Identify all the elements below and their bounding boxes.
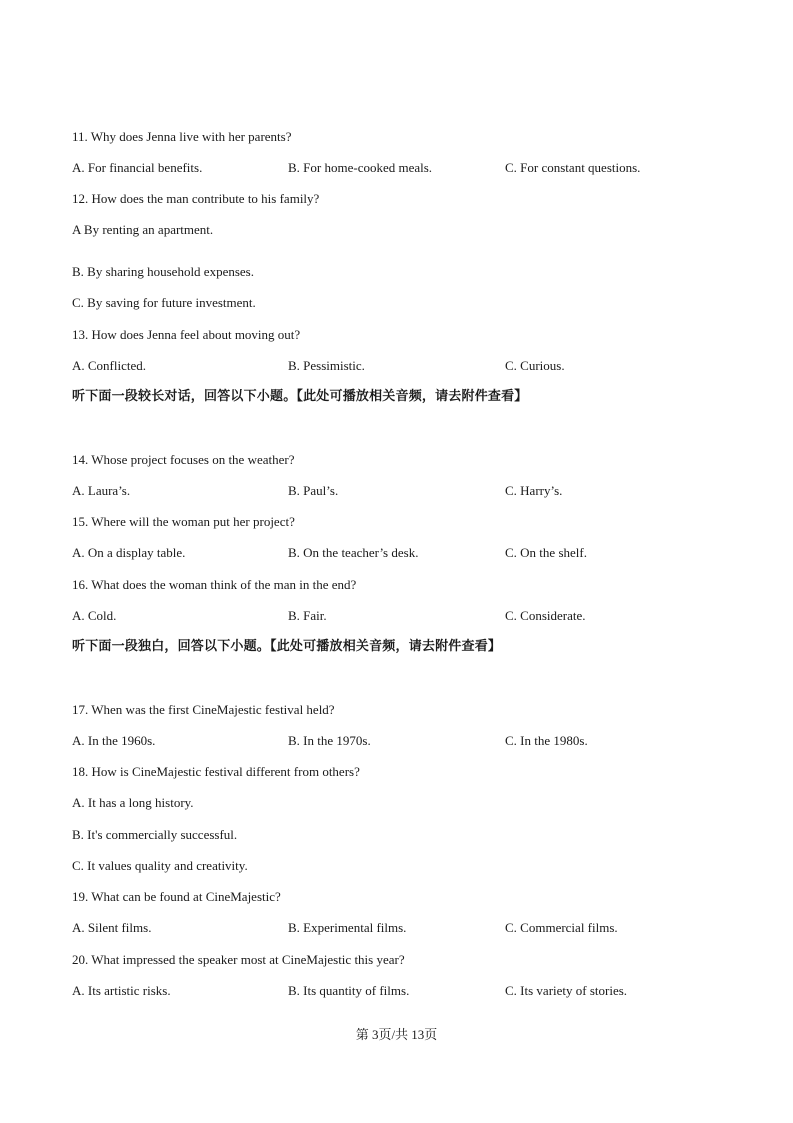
question-18: 18. How is CineMajestic festival different from others? (72, 764, 360, 779)
question-20: 20. What impressed the speaker most at CineMajestic this year? (72, 952, 405, 967)
q18-option-b: B. It's commercially successful. (72, 827, 238, 842)
q12-option-b: B. By sharing household expenses. (72, 264, 254, 279)
q11-option-c: C. For constant questions. (505, 160, 641, 175)
q11-option-b: B. For home-cooked meals. (288, 160, 433, 175)
q11-option-a: A. For financial benefits. (72, 160, 203, 175)
q18-option-a: A. It has a long history. (72, 795, 194, 810)
q13-option-b: B. Pessimistic. (288, 358, 365, 373)
q15-option-c: C. On the shelf. (505, 545, 587, 560)
question-19: 19. What can be found at CineMajestic? (72, 889, 281, 904)
q20-option-a: A. Its artistic risks. (72, 983, 171, 998)
question-12: 12. How does the man contribute to his family? (72, 191, 320, 206)
question-11: 11. Why does Jenna live with her parents? (72, 129, 292, 144)
q14-option-c: C. Harry’s. (505, 483, 563, 498)
q16-option-c: C. Considerate. (505, 608, 586, 623)
q16-option-a: A. Cold. (72, 608, 117, 623)
q14-option-b: B. Paul’s. (288, 483, 339, 498)
q15-option-a: A. On a display table. (72, 545, 186, 560)
q15-option-b: B. On the teacher’s desk. (288, 545, 419, 560)
monologue-instruction: 听下面一段独白，回答以下小题。【此处可播放相关音频，请去附件查看】 (72, 639, 502, 654)
q17-option-a: A. In the 1960s. (72, 733, 156, 748)
question-13: 13. How does Jenna feel about moving out? (72, 327, 301, 342)
page-number: 第 3页/共 13页 (355, 1027, 438, 1042)
question-16: 16. What does the woman think of the man in the end? (72, 577, 357, 592)
question-15: 15. Where will the woman put her project? (72, 514, 295, 529)
q19-option-b: B. Experimental films. (288, 920, 407, 935)
q13-option-a: A. Conflicted. (72, 358, 147, 373)
q17-option-b: B. In the 1970s. (288, 733, 371, 748)
q18-option-c: C. It values quality and creativity. (72, 858, 248, 873)
q13-option-c: C. Curious. (505, 358, 565, 373)
q12-option-a: A By renting an apartment. (72, 222, 214, 237)
dialogue-instruction: 听下面一段较长对话，回答以下小题。【此处可播放相关音频，请去附件查看】 (72, 389, 528, 404)
q16-option-b: B. Fair. (288, 608, 327, 623)
q14-option-a: A. Laura’s. (72, 483, 131, 498)
q17-option-c: C. In the 1980s. (505, 733, 588, 748)
question-17: 17. When was the first CineMajestic festival held? (72, 702, 335, 717)
question-14: 14. Whose project focuses on the weather? (72, 452, 295, 467)
q20-option-c: C. Its variety of stories. (505, 983, 628, 998)
q19-option-a: A. Silent films. (72, 920, 152, 935)
q19-option-c: C. Commercial films. (505, 920, 618, 935)
q12-option-c: C. By saving for future investment. (72, 295, 256, 310)
q20-option-b: B. Its quantity of films. (288, 983, 410, 998)
